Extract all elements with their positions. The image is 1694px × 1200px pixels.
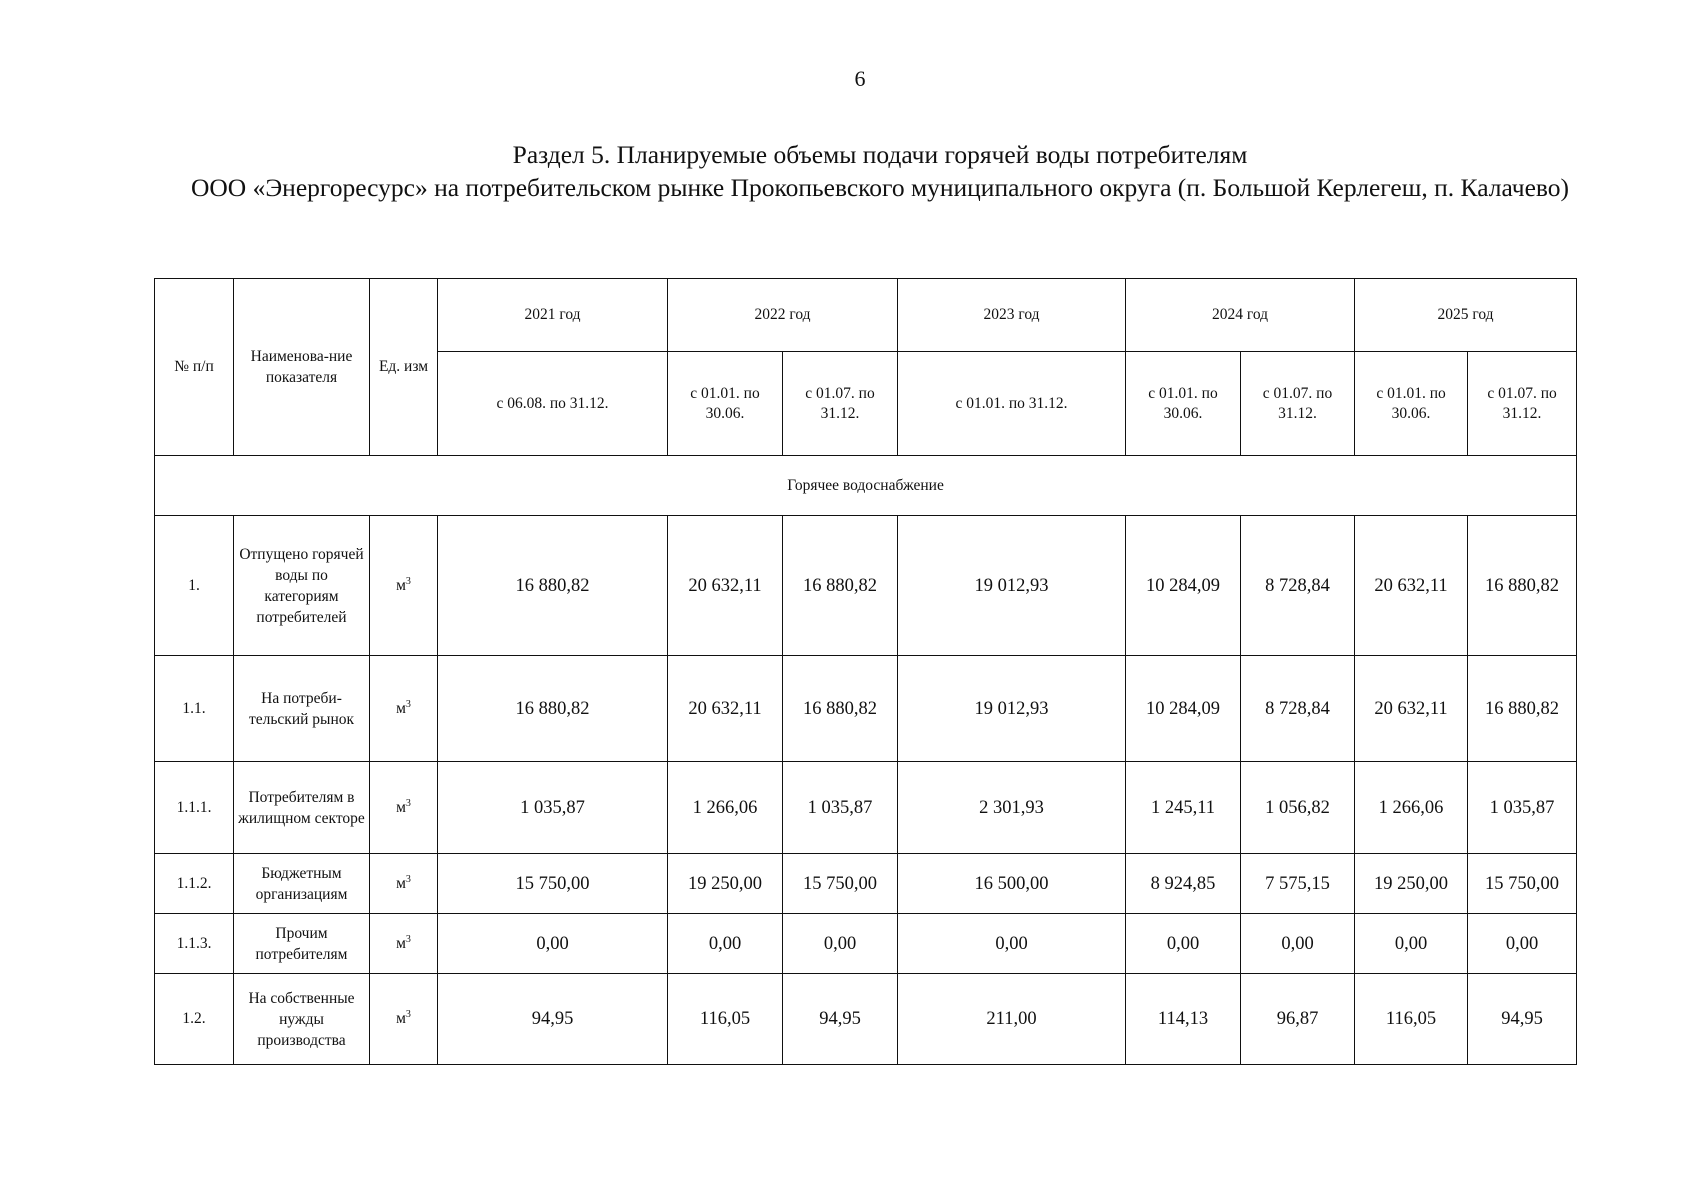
table-row [155, 974, 1577, 1065]
header-year-2021: 2021 год [438, 279, 668, 352]
value-cell: 15 750,00 [438, 854, 668, 914]
table-row [155, 656, 1577, 762]
value-cell: 16 500,00 [898, 854, 1126, 914]
header-period: с 06.08. по 31.12. [438, 352, 668, 456]
row-number: 1.1. [155, 656, 234, 762]
row-number: 1.2. [155, 974, 234, 1065]
header-period: с 01.01. по 30.06. [1126, 352, 1241, 456]
row-unit [370, 974, 438, 1065]
row-indicator-name: Потребителям в жилищном секторе [234, 762, 370, 854]
header-period: с 01.01. по 31.12. [898, 352, 1126, 456]
unit-base: м [396, 699, 406, 717]
row-unit [370, 762, 438, 854]
section-title-line-1: Раздел 5. Планируемые объемы подачи горячей воды потребителям [512, 140, 1248, 169]
row-unit [370, 656, 438, 762]
value-cell: 16 880,82 [438, 516, 668, 656]
row-indicator-name: Бюджетным организациям [234, 854, 370, 914]
value-cell: 1 035,87 [783, 762, 898, 854]
value-cell: 16 880,82 [783, 656, 898, 762]
header-period: с 01.01. по 30.06. [1355, 352, 1468, 456]
value-cell: 0,00 [668, 914, 783, 974]
unit-superscript: 3 [405, 1008, 411, 1020]
table-row [155, 762, 1577, 854]
value-cell: 15 750,00 [1468, 854, 1577, 914]
value-cell: 16 880,82 [438, 656, 668, 762]
table-row [155, 914, 1577, 974]
row-unit [370, 854, 438, 914]
header-period: с 01.07. по 31.12. [1468, 352, 1577, 456]
header-number: № п/п [155, 279, 234, 456]
section-title [0, 138, 1694, 204]
value-cell: 16 880,82 [783, 516, 898, 656]
row-number: 1. [155, 516, 234, 656]
row-indicator-name: На собственные нужды производства [234, 974, 370, 1065]
value-cell: 19 250,00 [668, 854, 783, 914]
value-cell: 96,87 [1241, 974, 1355, 1065]
value-cell: 0,00 [1468, 914, 1577, 974]
header-year-2022: 2022 год [668, 279, 898, 352]
unit-base: м [396, 874, 406, 892]
unit-superscript: 3 [405, 797, 411, 809]
value-cell: 19 012,93 [898, 656, 1126, 762]
header-period: с 01.07. по 31.12. [1241, 352, 1355, 456]
value-cell: 0,00 [898, 914, 1126, 974]
value-cell: 19 012,93 [898, 516, 1126, 656]
table-body [155, 456, 1577, 1065]
row-number: 1.1.1. [155, 762, 234, 854]
value-cell: 20 632,11 [668, 516, 783, 656]
value-cell: 10 284,09 [1126, 656, 1241, 762]
value-cell: 7 575,15 [1241, 854, 1355, 914]
value-cell: 15 750,00 [783, 854, 898, 914]
unit-base: м [396, 1010, 406, 1027]
value-cell: 116,05 [1355, 974, 1468, 1065]
value-cell: 8 924,85 [1126, 854, 1241, 914]
value-cell: 1 245,11 [1126, 762, 1241, 854]
section-row-hot-water: Горячее водоснабжение [155, 456, 1577, 516]
value-cell: 20 632,11 [1355, 516, 1468, 656]
value-cell: 0,00 [1355, 914, 1468, 974]
unit-superscript: 3 [405, 933, 411, 945]
unit-base: м [396, 934, 406, 952]
header-indicator-name: Наименова-ние показателя [234, 279, 370, 456]
row-indicator-name: На потреби-тельский рынок [234, 656, 370, 762]
row-unit [370, 914, 438, 974]
value-cell: 20 632,11 [1355, 656, 1468, 762]
value-cell: 94,95 [438, 974, 668, 1065]
unit-superscript: 3 [405, 873, 411, 885]
row-unit [370, 516, 438, 656]
table-header [155, 279, 1577, 456]
row-indicator-name: Прочим потребителям [234, 914, 370, 974]
value-cell: 1 035,87 [1468, 762, 1577, 854]
unit-base: м [396, 798, 406, 816]
value-cell: 0,00 [438, 914, 668, 974]
header-year-2023: 2023 год [898, 279, 1126, 352]
value-cell: 94,95 [1468, 974, 1577, 1065]
row-number: 1.1.2. [155, 854, 234, 914]
value-cell: 1 266,06 [1355, 762, 1468, 854]
hot-water-volumes-table [154, 278, 1577, 1065]
header-period: с 01.07. по 31.12. [783, 352, 898, 456]
row-number: 1.1.3. [155, 914, 234, 974]
section-title-line-2: ООО «Энергоресурс» на потребительском рынке Прокопьевского муниципального округа (п. Большой Керлегеш, п. Калачево) [190, 173, 1570, 202]
table-row [155, 854, 1577, 914]
unit-superscript: 3 [405, 698, 411, 710]
page-number: 6 [854, 66, 866, 91]
value-cell: 116,05 [668, 974, 783, 1065]
header-period: с 01.01. по 30.06. [668, 352, 783, 456]
value-cell: 16 880,82 [1468, 656, 1577, 762]
value-cell: 20 632,11 [668, 656, 783, 762]
header-year-2025: 2025 год [1355, 279, 1577, 352]
value-cell: 16 880,82 [1468, 516, 1577, 656]
header-year-2024: 2024 год [1126, 279, 1355, 352]
value-cell: 1 056,82 [1241, 762, 1355, 854]
value-cell: 0,00 [783, 914, 898, 974]
value-cell: 114,13 [1126, 974, 1241, 1065]
value-cell: 0,00 [1126, 914, 1241, 974]
value-cell: 0,00 [1241, 914, 1355, 974]
value-cell: 211,00 [898, 974, 1126, 1065]
value-cell: 10 284,09 [1126, 516, 1241, 656]
header-unit: Ед. изм [370, 279, 438, 456]
value-cell: 2 301,93 [898, 762, 1126, 854]
value-cell: 1 035,87 [438, 762, 668, 854]
table-row [155, 516, 1577, 656]
value-cell: 8 728,84 [1241, 656, 1355, 762]
value-cell: 1 266,06 [668, 762, 783, 854]
value-cell: 19 250,00 [1355, 854, 1468, 914]
unit-superscript: 3 [405, 575, 411, 587]
value-cell: 94,95 [783, 974, 898, 1065]
row-indicator-name: Отпущено горячей воды по категориям потребителей [234, 516, 370, 656]
value-cell: 8 728,84 [1241, 516, 1355, 656]
unit-base: м [396, 576, 406, 594]
